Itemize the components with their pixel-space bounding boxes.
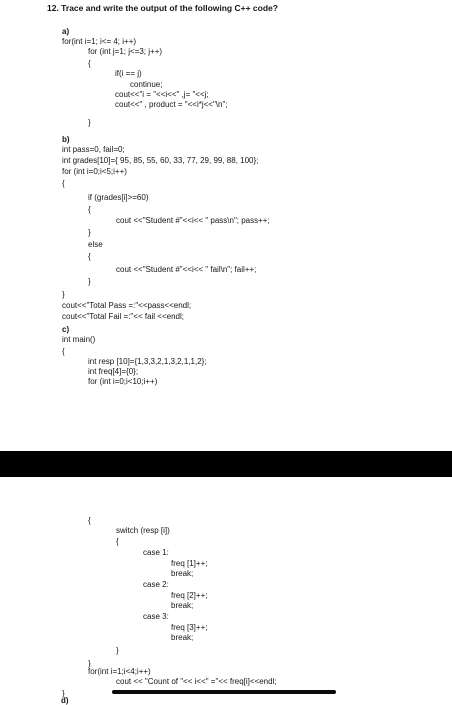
code-line: else [88, 240, 103, 249]
code-line: break; [171, 601, 194, 610]
next-part-label-clipped [61, 696, 69, 705]
code-line: int grades[10]={ 95, 85, 55, 60, 33, 77, 29, 99, 88, 100}; [62, 156, 259, 165]
code-line: { [88, 59, 91, 68]
code-line: } [62, 290, 65, 299]
code-line: } [88, 228, 91, 237]
code-line: for (int j=1; j<=3; j++) [88, 47, 163, 56]
code-line: cout << "Count of "<< i<<" ="<< freq[i]<<endl; [116, 677, 277, 686]
code-line: for (int i=0;i<10;i++) [88, 377, 158, 386]
part-c-label: c) [62, 325, 70, 334]
code-line: { [62, 347, 65, 356]
code-line: break; [171, 633, 194, 642]
code-line: freq [1]++; [171, 559, 208, 568]
code-line: for(int i=1; i<= 4; i++) [62, 37, 137, 46]
page-separator-band [0, 451, 452, 477]
part-d-label: d) [61, 696, 69, 705]
question-title: 12. Trace and write the output of the following C++ code? [47, 3, 278, 13]
code-line: cout<<" , product = "<<i*j<<"\n"; [115, 100, 228, 109]
code-line: int resp [10]={1,3,3,2,1,3,2,1,1,2}; [88, 357, 207, 366]
code-line: cout <<"Student #"<<i<< " pass\n"; pass++; [116, 216, 270, 225]
code-line: { [116, 537, 119, 546]
code-line: } [88, 118, 91, 127]
code-line: int pass=0, fail=0; [62, 145, 125, 154]
code-line: cout<<"i = "<<i<<" ,j= "<<j; [115, 90, 209, 99]
code-line: switch (resp [i]) [116, 526, 170, 535]
code-line: } [62, 689, 65, 698]
code-line: } [88, 277, 91, 286]
code-line: case 3: [143, 612, 169, 621]
code-line: int freq[4]={0}; [88, 367, 139, 376]
code-line: if (grades[i]>=60) [88, 193, 149, 202]
code-line: { [88, 516, 91, 525]
code-line: cout<<"Total Pass =:"<<pass<<endl; [62, 301, 192, 310]
code-line: break; [171, 569, 194, 578]
code-line: { [88, 205, 91, 214]
code-line: if(i == j) [115, 69, 142, 78]
code-line: cout <<"Student #"<<i<< " fail\n"; fail++; [116, 265, 257, 274]
code-line: freq [3]++; [171, 623, 208, 632]
code-line: int main() [62, 335, 96, 344]
code-line: for (int i=0;i<5;i++) [62, 167, 127, 176]
code-line: } [88, 659, 91, 668]
code-line: cout<<"Total Fail =:"<< fail <<endl; [62, 312, 184, 321]
code-line: { [88, 252, 91, 261]
code-line: case 2: [143, 580, 169, 589]
code-line: } [116, 646, 119, 655]
code-line: continue; [130, 80, 163, 89]
code-line: { [62, 179, 65, 188]
part-b-label: b) [62, 135, 70, 144]
home-indicator-bar[interactable] [112, 690, 336, 694]
code-line: freq [2]++; [171, 591, 208, 600]
code-line: for(int i=1;i<4;i++) [88, 667, 151, 676]
code-line: case 1: [143, 548, 169, 557]
part-a-label: a) [62, 27, 70, 36]
